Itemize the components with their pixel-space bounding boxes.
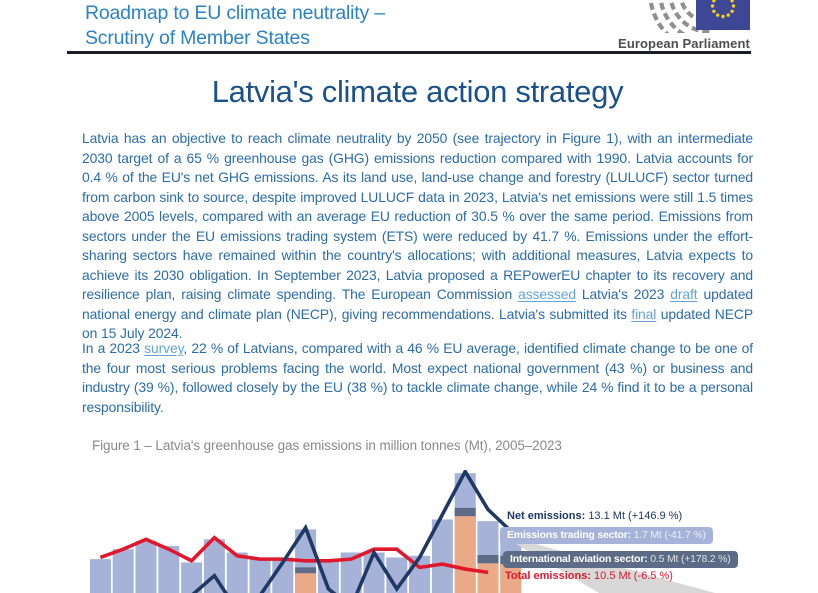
link-draft[interactable]: draft — [670, 286, 698, 303]
legend-aviation-label: International aviation sector: — [510, 553, 648, 565]
legend-ets-value: 1.7 Mt (-41.7 %) — [633, 529, 706, 541]
legend-aviation-value: 0.5 Mt (+178.2 %) — [650, 553, 731, 565]
legend-total-label: Total emissions: — [505, 570, 591, 582]
p1-text-2: updated national energy and climate plan (NECP), giving recommendations. Latvia's submitted its — [82, 286, 753, 322]
p1-text-3: updated NECP on 15 July 2024. — [82, 305, 753, 342]
paragraph-1 — [82, 129, 753, 344]
link-assessed[interactable]: assessed — [518, 286, 576, 303]
legend-net-emissions — [507, 510, 682, 523]
eu-flag-icon — [696, 0, 750, 30]
page-title: Latvia's climate action strategy — [211, 74, 624, 109]
p1-text-0: Latvia has an objective to reach climate neutrality by 2050 (see trajectory in Figure 1), with an intermediate 2030 target of a 65 % greenhouse gas (GHG) emissions reduction compared with 1990. Latvia accounts for 0.4 % of the EU's net GHG emissions. As its land use, land-use change and forestry (LULUCF) sector turned from carbon sink to source, despite improved LULUCF data in 2023, Latvia's net emissions were still 1.5 times above 2005 levels, compared with an average EU reduction of 30.5 % over the same period. Emissions from sectors under the EU emissions trading system (ETS) were reduced by 41.7 %. Emissions under the effort-sharing sectors have remained within the country's allocations; with additional measures, Latvia expects to achieve its 2030 obligation. In September 2023, Latvia proposed a REPowerEU chapter to its recovery and resilience plan, raising climate spending. The European Commission — [82, 130, 753, 303]
p1-text-1: Latvia's 2023 — [575, 286, 671, 303]
european-parliament-logo — [600, 0, 752, 51]
legend-net-value: 13.1 Mt (+146.9 %) — [588, 510, 683, 522]
figure-1-chart — [75, 470, 790, 593]
legend-total-emissions — [505, 570, 673, 583]
link-final[interactable]: final — [631, 305, 657, 322]
legend-net-label: Net emissions: — [507, 510, 586, 522]
legend-total-value: 10.5 Mt (-6.5 %) — [594, 570, 673, 582]
legend-ets-pill — [500, 527, 713, 544]
legend-ets-label: Emissions trading sector: — [507, 529, 631, 541]
kicker-line-2: Scrutiny of Member States — [85, 27, 310, 49]
ep-logo-graphic — [600, 0, 752, 33]
header-rule — [67, 51, 751, 54]
kicker-line-1: Roadmap to EU climate neutrality – — [85, 2, 385, 24]
p2-text-0: In a 2023 — [82, 340, 145, 356]
figure-caption: Figure 1 – Latvia's greenhouse gas emissions in million tonnes (Mt), 2005–2023 — [92, 438, 562, 453]
paragraph-2 — [82, 339, 753, 417]
p2-text-1: , 22 % of Latvians, compared with a 46 % EU average, identified climate change to be one of the four most serious problems facing the world. Most expect national government (43 %) or business and industry (39 %), followed closely by the EU (38 %) to tackle climate change, while 24 % find it to be a personal responsibility. — [82, 340, 754, 415]
logo-caption: European Parliament — [618, 36, 750, 51]
legend-aviation-pill — [503, 551, 738, 568]
series-kicker — [85, 1, 385, 51]
link-survey[interactable]: survey — [144, 340, 184, 356]
